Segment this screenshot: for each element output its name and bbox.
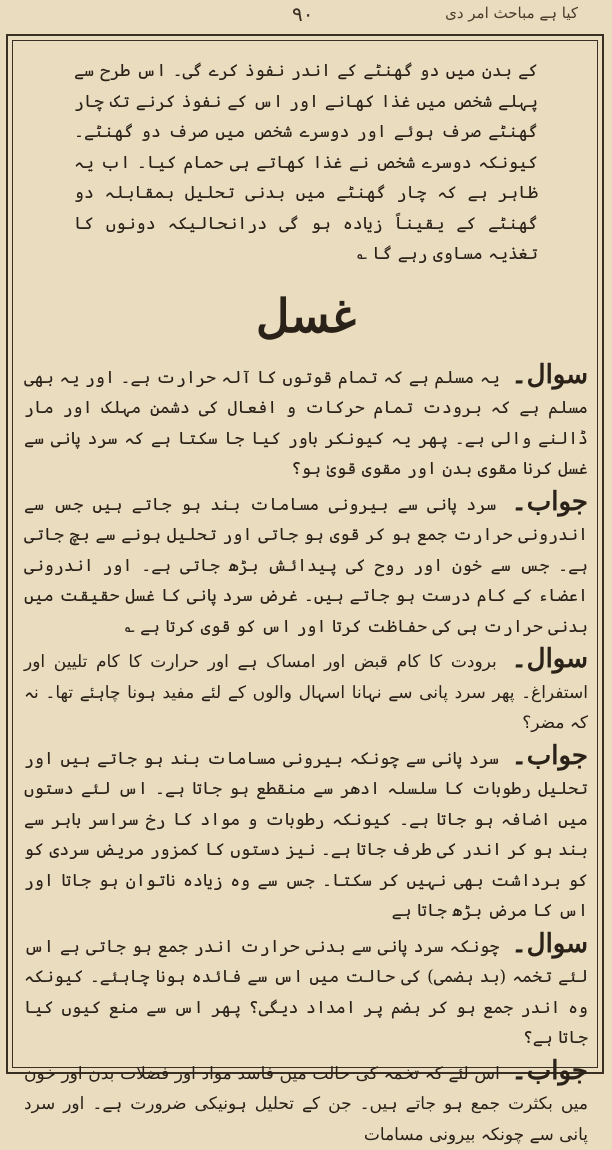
answer-text: سرد پانی سے بیرونی مسامات بند ہو جاتے ہیں جس سے اندرونی حرارت جمع ہو کر قوی ہو جاتی اور تحلیل ہونے سے بچ جاتی ہے۔ جس سے خون اور روح کی پیدائش بڑھ جاتی ہے۔ اور اندرونی اعضاء کے کام درست ہو جاتے ہیں۔ غرض سرد پانی کا غسل حقیقت میں بدنی حرارت ہی کی حفاظت کرتا اور اس کو قوی کرتا ہے ؎ (24, 495, 588, 637)
answer-text: اس لئے کہ تخمہ کی حالت میں فاسد مواد اور فضلات بدن اور خون میں بکثرت جمع ہو جاتے ہیں۔ جن کے تحلیل ہونیکی ضرورت ہے۔ اور سرد پانی سے چونکہ بیرونی مسامات (24, 1064, 588, 1145)
running-title: کیا ہے مباحث امر دی (445, 4, 578, 22)
section-heading: غسل (24, 276, 588, 356)
page-content (24, 46, 588, 1064)
question-label: سوال۔ (511, 929, 588, 959)
qa-block (24, 1056, 588, 1150)
answer-label: جواب۔ (512, 741, 588, 771)
answer-text: سرد پانی سے چونکہ بیرونی مسامات بند ہو جاتے ہیں اور تحلیل رطوبات کا سلسلہ ادھر سے منقطع ہو جاتا ہے۔ اس لئے دستوں میں اضافہ ہو جاتا ہے۔ کیونکہ رطوبات و مواد کا رخ سراسر باہر سے بند ہو کر اندر کی طرف جاتا ہے۔ نیز دستوں کا کمزور مریض سردی کو کو برداشت بھی نہیں کر سکتا۔ جس سے وہ زیادہ ناتوان ہو جاتا اور اس کا مرض بڑھ جاتا ہے (24, 749, 588, 922)
question-label: سوال۔ (511, 644, 588, 674)
qa-block (24, 929, 588, 1054)
intro-text: کے بدن میں دو گھنٹے کے اندر نفوذ کرے گی۔ اس طرح سے پہلے شخص میں غذا کھانے اور اس کے نفوذ کرنے تک چار گھنٹے صرف ہوئے اور دوسرے شخص میں صرف دو گھنٹے۔ کیونکہ دوسرے شخص نے غذا کھاتے ہی حمام کیا۔ اب یہ ظاہر ہے کہ چار گھنٹے میں بدنی تحلیل بمقابلہ دو گھنٹے کے یقیناً زیادہ ہو گی درانحالیکہ دونوں کا تغذیہ مساوی رہے گا ؎ (74, 56, 538, 270)
question-label: سوال۔ (511, 360, 588, 390)
answer-label: جواب۔ (512, 1056, 588, 1086)
page-number: ۹۰ (292, 2, 313, 26)
question-text: برودت کا کام قبض اور امساک ہے اور حرارت کا کام تلیین اور استفراغ۔ پھر سرد پانی سے نہانا اسہال والوں کے لئے مفید ہونا چاہئے تھا۔ نہ کہ مضر؟ (24, 652, 588, 733)
qa-block (24, 741, 588, 927)
qa-block (24, 644, 588, 739)
qa-block (24, 487, 588, 643)
page-header (0, 0, 612, 28)
question-text: چونکہ سرد پانی سے بدنی حرارت اندر جمع ہو جاتی ہے اس لئے تخمہ (بد ہضمی) کی حالت میں اس سے فائدہ ہونا چاہئے۔ کیونکہ وہ اندر جمع ہو کر ہضم پر امداد دیگی؟ پھر اس سے منع کیوں کیا جاتا ہے؟ (24, 937, 588, 1049)
question-text: یہ مسلم ہے کہ تمام قوتوں کا آلہ حرارت ہے۔ اور یہ بھی مسلم ہے کہ برودت تمام حرکات و افعال کی دشمن مہلک اور مار ڈالنے والی ہے۔ پھر یہ کیونکر باور کیا جا سکتا ہے کہ سرد پانی سے غسل کرنا مقوی بدن اور مقوی قویٰ ہو؟ (24, 368, 588, 480)
answer-label: جواب۔ (512, 487, 588, 517)
qa-block (24, 360, 588, 485)
intro-paragraph (24, 46, 588, 270)
